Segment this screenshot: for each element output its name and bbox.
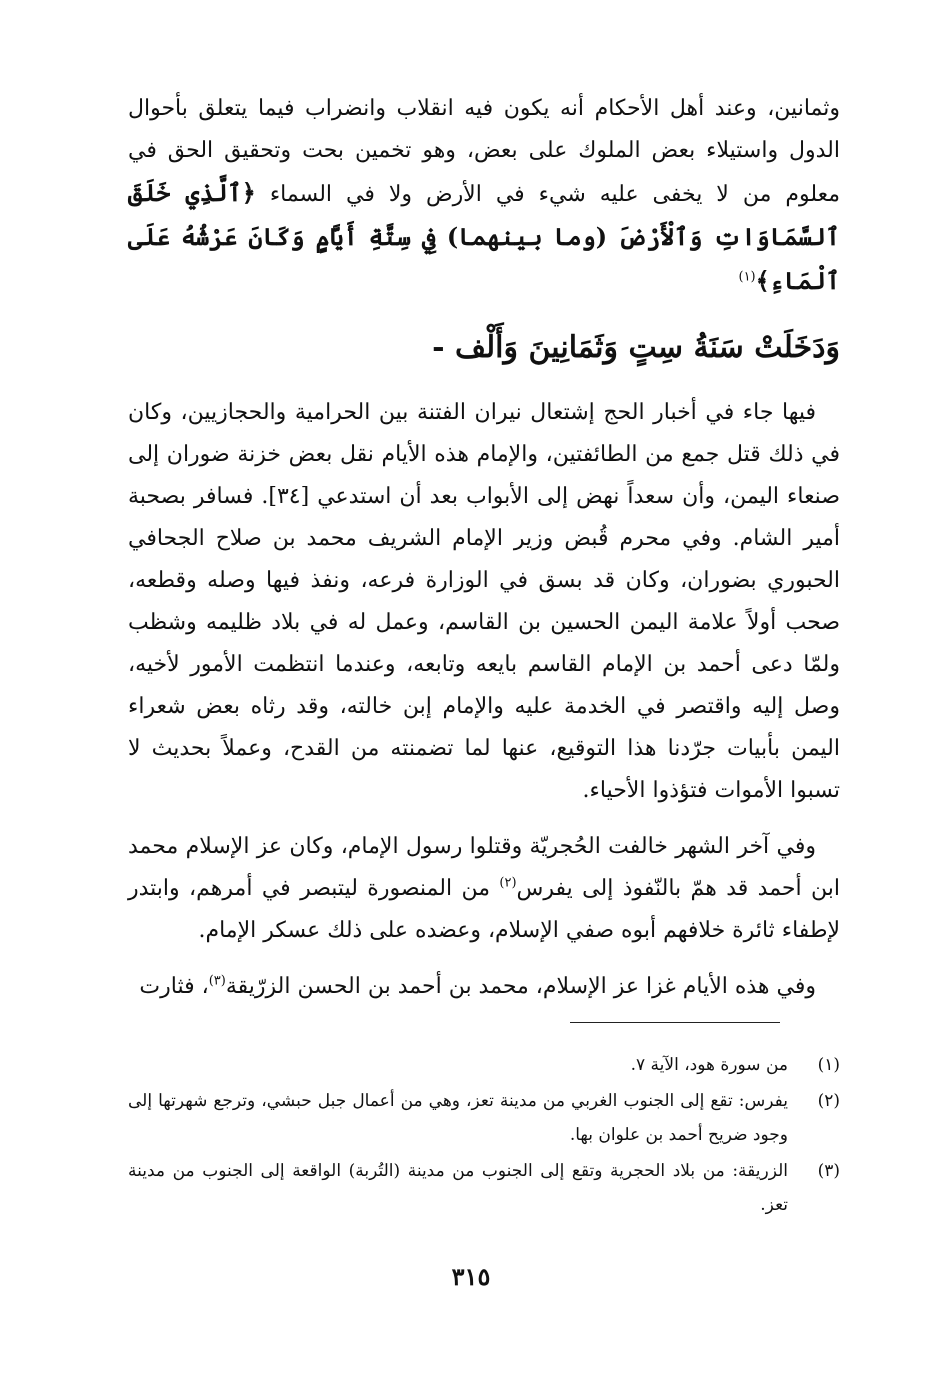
paragraph-4 <box>128 966 840 1008</box>
year-heading: وَدَخَلَتْ سَنَةُ سِتٍ وَثَمَانِينَ وَأَلْف - <box>432 330 840 365</box>
main-text <box>128 88 840 1008</box>
footnote-text: الزريقة: من بلاد الحجرية وتقع إلى الجنوب من مدينة (التُربة) الواقعة إلى الجنوب من مدينة تعز. <box>128 1161 788 1215</box>
paragraph-3-after: من المنصورة ليتبصر في أمرهم، وابتدر لإطفاء ثائرة خلافهم أبوه صفي الإسلام، وعضده على ذلك عسكر الإمام. <box>128 876 840 943</box>
footnote-mark-3: (٣) <box>208 973 226 989</box>
quran-verse: ﴿ٱلَّذِي خَلَقَ ٱلسَّمَاوَاتِ وَٱلْأَرْضَ (وما بينهما) فِي سِتَّةِ أَيَّامٍ وَكَانَ عَرْشُهُ عَلَى ٱلْمَاءِ﴾ <box>128 178 840 295</box>
paragraph-4-before: وفي هذه الأيام غزا عز الإسلام، محمد بن أحمد بن الحسن الزرّيقة <box>225 974 816 999</box>
footnote-mark-1: (١) <box>738 269 756 285</box>
footnote-number: (٣) <box>817 1161 840 1181</box>
footnote-1 <box>128 1048 840 1082</box>
footnote-number: (٢) <box>817 1091 840 1111</box>
paragraph-3 <box>128 826 840 952</box>
footnotes <box>128 1048 840 1224</box>
footnote-mark-2: (٢) <box>499 875 517 891</box>
footnote-divider <box>570 1022 780 1023</box>
paragraph-1-text: وثمانين، وعند أهل الأحكام أنه يكون فيه انقلاب وانضراب فيما يتعلق بأحوال الدول واستيلاء بعض الملوك على بعض، وهو تخمين بحت وتحقيق الحق في معلوم من لا يخفى عليه شيء في الأرض ولا في السماء <box>128 96 841 207</box>
page-number: ٣١٥ <box>451 1262 491 1291</box>
paragraph-2: فيها جاء في أخبار الحج إشتعال نيران الفتنة بين الحرامية والحجازيين، وكان في ذلك قتل جمع من الطائفتين، والإمام هذه الأيام نقل بعض خزنة ضوران إلى صنعاء اليمن، وأن سعداً نهض إلى الأبواب بعد أن استدعي [٣٤]. فسافر بصحبة أمير الشام. وفي محرم قُبض وزير الإمام الشريف محمد بن صلاح الجحافي الحبوري بضوران، وكان قد بسق في الوزارة فرعه، ونفذ فيها وصله وقطعه، صحب أولاً علامة اليمن الحسين بن القاسم، وعمل له في بلاد ظليمه وشظب ولمّا دعى أحمد بن الإمام القاسم بايعه وتابعه، وعندما انتظمت الأمور لأخيه، وصل إليه واقتصر في الخدمة عليه والإمام إبن خالته، وقد رثاه بعض شعراء اليمن بأبيات جرّدنا هذا التوقيع، عنها لما تضمنته من القدح، وعملاً بحديث لا تسبوا الأموات فتؤذوا الأحياء. <box>128 400 841 803</box>
paragraph-3-before: وفي آخر الشهر خالفت الحُجريّة وقتلوا رسول الإمام، وكان عز الإسلام محمد ابن أحمد قد همّ بالنّفوذ إلى يفرس <box>128 834 840 901</box>
footnote-3 <box>128 1154 840 1222</box>
footnote-number: (١) <box>817 1055 840 1075</box>
paragraph-4-after: ، فثارت <box>139 974 209 999</box>
footnote-text: من سورة هود، الآية ٧. <box>630 1055 788 1075</box>
footnote-text: يفرس: تقع إلى الجنوب الغربي من مدينة تعز، وهي من أعمال جبل حبشي، وترجع شهرتها إلى وجود ضريح أحمد بن علوان بها. <box>128 1091 788 1145</box>
paragraph-1 <box>128 88 840 304</box>
footnote-2 <box>128 1084 840 1152</box>
